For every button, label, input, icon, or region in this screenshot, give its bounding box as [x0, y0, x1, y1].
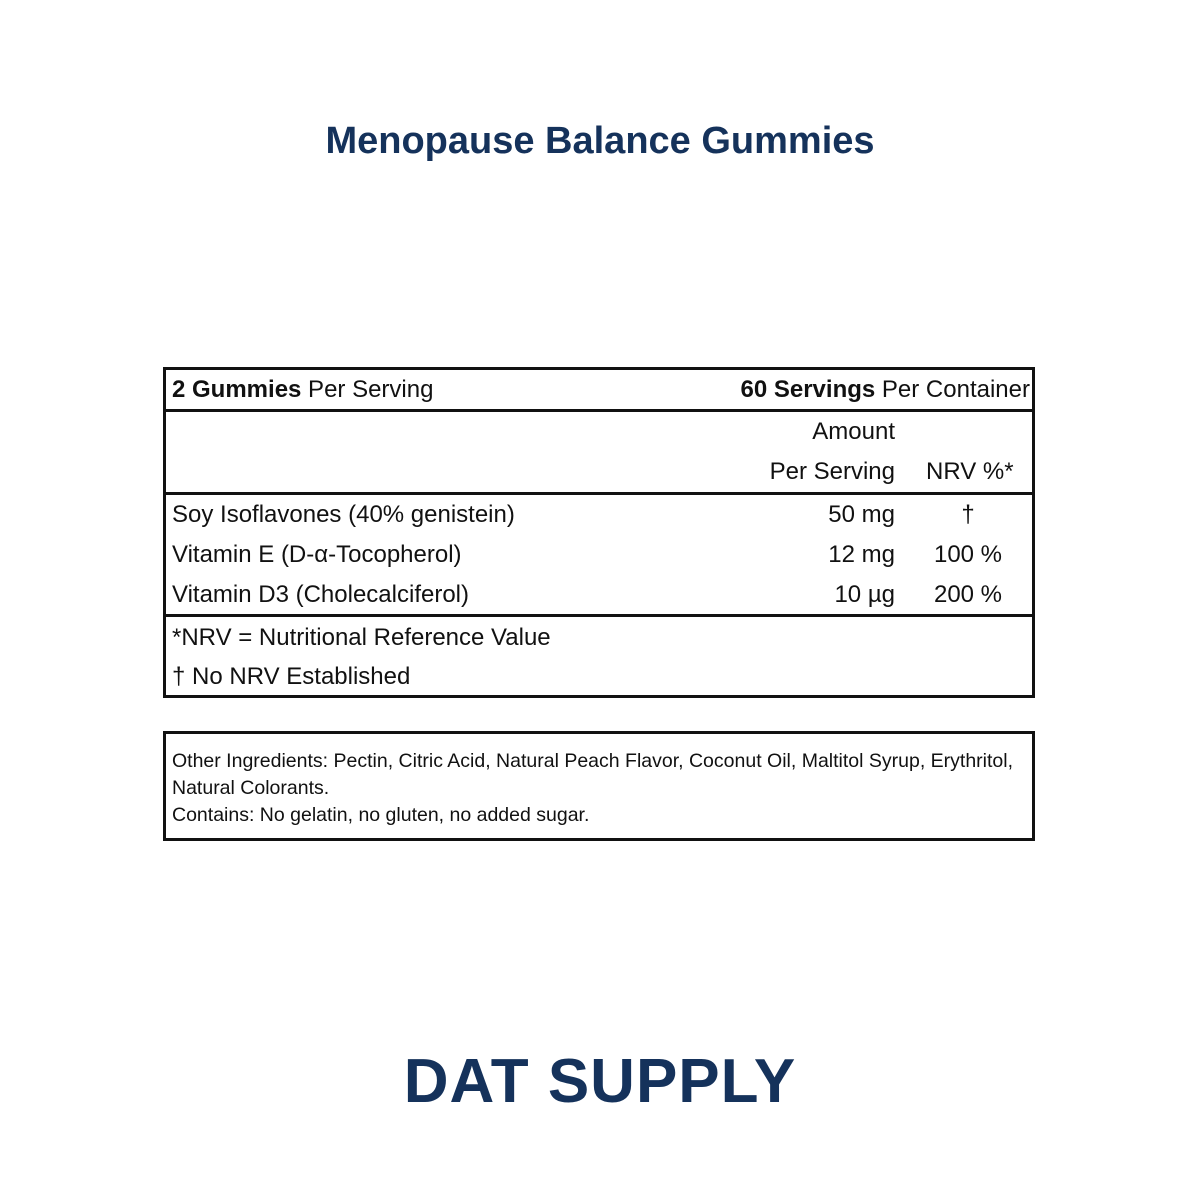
contains-text: Contains: No gelatin, no gluten, no added sugar.	[172, 804, 590, 826]
footnote-dagger: † No NRV Established	[172, 663, 411, 690]
servings-per-container: 60 Servings Per Container	[740, 376, 1030, 403]
product-title: Menopause Balance Gummies	[325, 120, 875, 162]
nutrient-nrv: 100 %	[933, 541, 1003, 568]
serving-size: 2 Gummies Per Serving	[172, 376, 434, 403]
serving-info-row	[166, 370, 1032, 412]
nutrient-nrv: 200 %	[933, 581, 1003, 608]
footnote-nrv: *NRV = Nutritional Reference Value	[172, 624, 551, 651]
nutrient-amount: 12 mg	[828, 541, 895, 568]
amount-header-line1: Amount	[812, 418, 895, 445]
amount-header-line2: Per Serving	[769, 458, 895, 485]
column-header-row	[166, 412, 1032, 495]
other-ingredients-text: Other Ingredients: Pectin, Citric Acid, Natural Peach Flavor, Coconut Oil, Maltitol Syrup, Erythritol, Natural Colorants. Contains: No gelatin, no gluten, no added sugar.	[172, 750, 1014, 826]
nutrient-rows	[166, 495, 1032, 617]
nutrient-name: Vitamin D3 (Cholecalciferol)	[172, 581, 469, 608]
brand-logo: DAT SUPPLY	[403, 1047, 797, 1116]
nutrient-name: Vitamin E (D-α-Tocopherol)	[172, 541, 462, 568]
nrv-header: NRV %*	[926, 458, 1014, 485]
nutrient-amount: 10 µg	[834, 581, 895, 608]
nutrient-nrv: †	[961, 501, 975, 528]
supplement-facts-table	[163, 367, 1035, 698]
nutrient-amount: 50 mg	[828, 501, 895, 528]
other-ingredients-box	[163, 731, 1035, 841]
nutrient-name: Soy Isoflavones (40% genistein)	[172, 501, 515, 528]
